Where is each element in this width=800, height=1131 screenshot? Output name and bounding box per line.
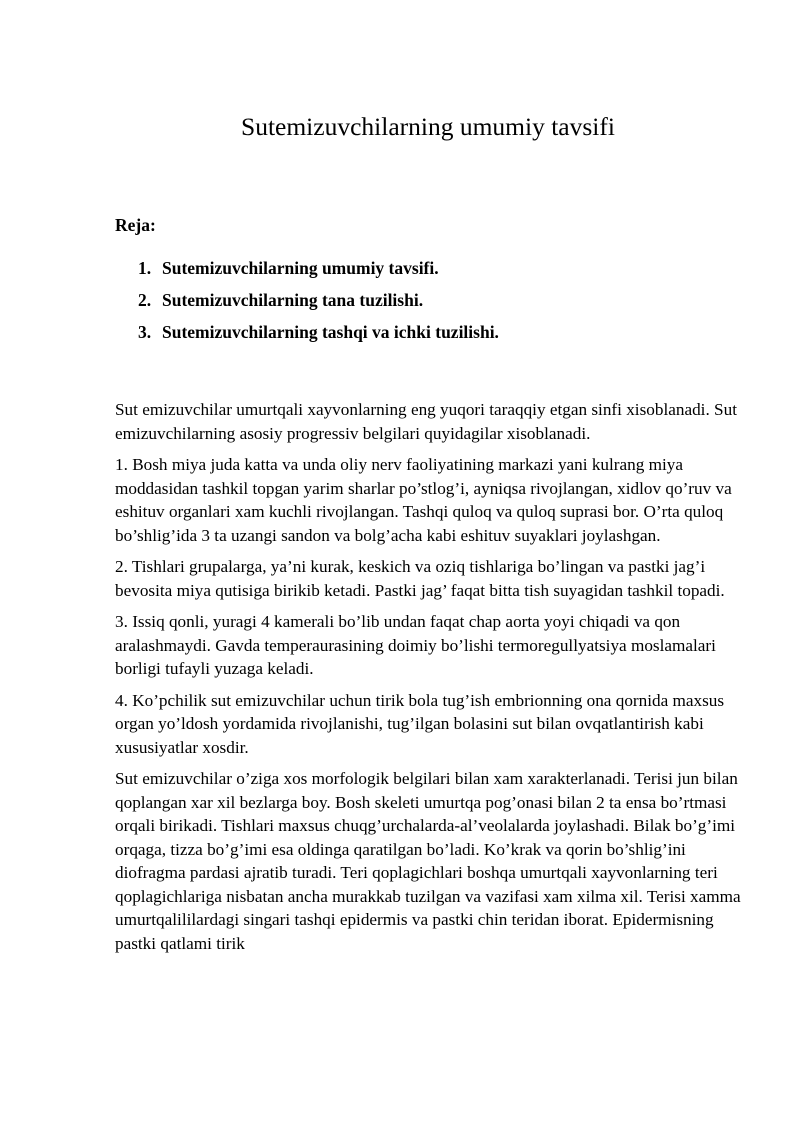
plan-list (115, 257, 499, 353)
plan-item-text: Sutemizuvchilarning tashqi va ichki tuzilishi. (162, 322, 499, 342)
plan-item-text: Sutemizuvchilarning umumiy tavsifi. (162, 258, 439, 278)
plan-item (115, 321, 499, 353)
body-paragraph: 1. Bosh miya juda katta va unda oliy nerv faoliyatining markazi yani kulrang miya moddasidan tashkil topgan yarim sharlar po’stlog’i, ayniqsa rivojlangan, xidlov qo’ruv va eshituv organlari xam kuchli rivojlangan. Tashqi quloq va quloq suprasi bor. O’rta quloq bo’shlig’ida 3 ta uzangi sandon va bolg’acha kabi eshituv suyaklari joylashgan. (115, 455, 732, 545)
intro-paragraph: Sut emizuvchilar umurtqali xayvonlarning eng yuqori taraqqiy etgan sinfi xisoblanadi. Sut emizuvchilarning asosiy progressiv belgilari quyidagilar xisoblanadi. (115, 400, 737, 443)
plan-item-number: 1. (138, 258, 152, 278)
plan-item (115, 289, 499, 321)
plan-item-number: 3. (138, 322, 152, 342)
plan-item-number: 2. (138, 290, 152, 310)
body-paragraph: 2. Tishlari grupalarga, ya’ni kurak, keskich va oziq tishlariga bo’lingan va pastki jag’i bevosita miya qutisiga birikib ketadi. Pastki jag’ faqat bitta tish suyagidan tashkil topadi. (115, 557, 725, 600)
body-paragraph: 3. Issiq qonli, yuragi 4 kamerali bo’lib undan faqat chap aorta yoyi chiqadi va qon aralashmaydi. Gavda temperaurasining doimiy bo’lishi termoregullyatsiya moslamalari borligi tufayli yuzaga keladi. (115, 612, 716, 678)
body-paragraph: Sut emizuvchilar o’ziga xos morfologik belgilari bilan xam xarakterlanadi. Terisi jun bilan qoplangan xar xil bezlarga boy. Bosh skeleti umurtqa pog’onasi bilan 2 ta ensa bo’rtmasi orqali birikadi. Tishlari maxsus chuqg’urchalarda-al’veolalarda joylashadi. Bilak bo’g’imi orqaga, tizza bo’g’imi esa oldinga qaratilgan bo’ladi. Ko’krak va qorin bo’shlig’ini diofragma pardasi ajratib turadi. Teri qoplagichlari boshqa umurtqali xayvonlarning teri qoplagichlariga nisbatan ancha murakkab tuzilgan va vazifasi xam xilma xil. Terisi xamma umurtqalililardagi singari tashqi epidermis va pastki chin teridan iborat. Epidermisning pastki qatlami tirik (115, 769, 741, 953)
plan-item (115, 257, 499, 289)
plan-item-text: Sutemizuvchilarning tana tuzilishi. (162, 290, 424, 310)
document-body (115, 398, 755, 963)
plan-heading: Reja: (115, 215, 156, 235)
document-title: Sutemizuvchilarning umumiy tavsifi (241, 112, 615, 141)
body-paragraph: 4. Ko’pchilik sut emizuvchilar uchun tirik bola tug’ish embrionning ona qornida maxsus organ yo’ldosh yordamida rivojlanishi, tug’ilgan bolasini sut bilan ovqatlantirish kabi xususiyatlar xosdir. (115, 690, 725, 757)
